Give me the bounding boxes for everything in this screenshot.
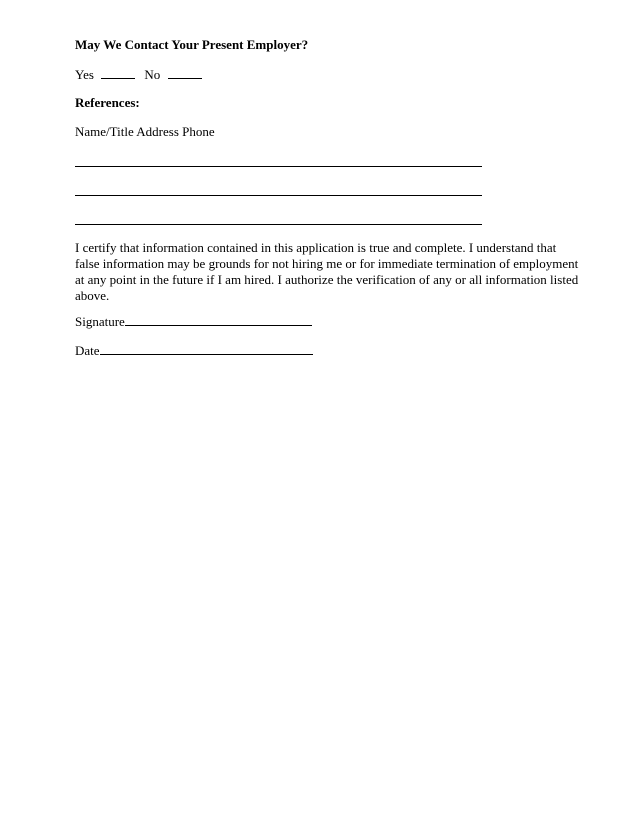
certification-line-1: I certify that information contained in this application is true and complete. I understand that bbox=[75, 240, 557, 255]
certification-line-4: above. bbox=[75, 288, 110, 303]
date-row bbox=[75, 342, 313, 359]
no-blank-field[interactable] bbox=[168, 66, 202, 79]
contact-employer-question: May We Contact Your Present Employer? bbox=[75, 37, 309, 52]
signature-row bbox=[75, 313, 312, 330]
reference-line-2[interactable] bbox=[75, 195, 482, 196]
reference-line-1[interactable] bbox=[75, 166, 482, 167]
no-label: No bbox=[144, 67, 161, 82]
certification-paragraph bbox=[75, 240, 579, 304]
signature-field[interactable] bbox=[125, 313, 312, 326]
date-field[interactable] bbox=[100, 342, 313, 355]
contact-employer-answer-row bbox=[75, 66, 202, 83]
references-heading: References: bbox=[75, 95, 140, 110]
yes-label: Yes bbox=[75, 67, 94, 82]
yes-blank-field[interactable] bbox=[101, 66, 135, 79]
certification-line-3: at any point in the future if I am hired. I authorize the verification of any or all information listed bbox=[75, 272, 579, 287]
references-columns-label: Name/Title Address Phone bbox=[75, 124, 215, 139]
certification-line-2: false information may be grounds for not hiring me or for immediate termination of employment bbox=[75, 256, 579, 271]
reference-line-3[interactable] bbox=[75, 224, 482, 225]
signature-label: Signature bbox=[75, 314, 125, 329]
date-label: Date bbox=[75, 343, 100, 358]
